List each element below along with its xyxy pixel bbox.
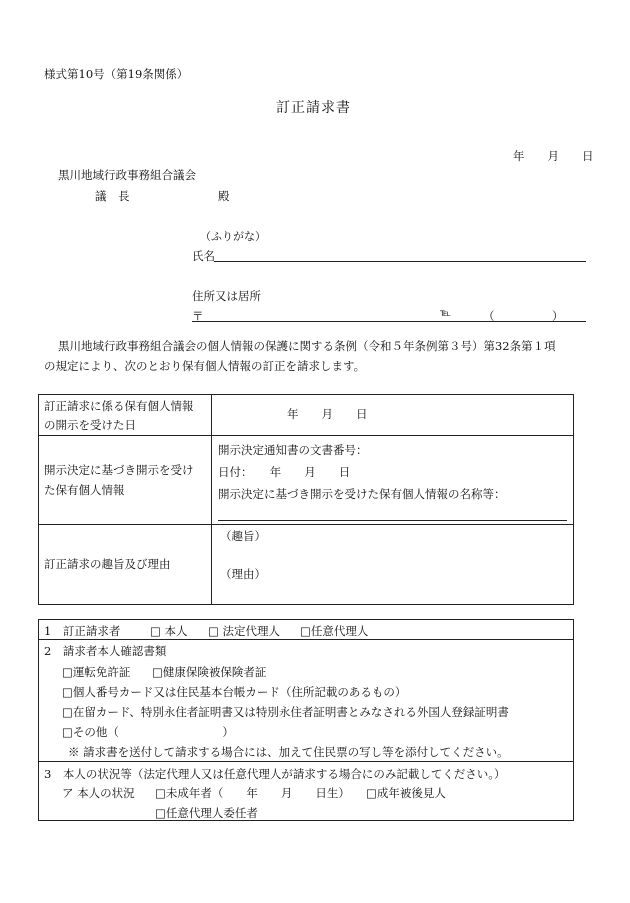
- checkbox-adult-ward[interactable]: □成年被後見人: [366, 786, 446, 800]
- checkbox-self[interactable]: □ 本人: [150, 624, 188, 638]
- addressee-title: 議 長: [95, 189, 130, 203]
- tel-parens: （ ）: [483, 309, 564, 323]
- intro-line-2: の規定により、次のとおり保有個人情報の訂正を請求します。: [44, 359, 366, 373]
- checkbox-mynumber-card[interactable]: □個人番号カード又は住民基本台帳カード（住所記載のあるもの）: [62, 685, 407, 699]
- checkbox-drivers-license[interactable]: □運転免許証: [62, 665, 131, 679]
- row1-date-value[interactable]: 年 月 日: [287, 407, 368, 421]
- table2-row-divider-1: [38, 639, 574, 640]
- document-title: 訂正請求書: [276, 100, 351, 116]
- table2-row-divider-2: [38, 761, 574, 762]
- row2-date[interactable]: 日付： 年 月 日: [218, 465, 351, 479]
- table1-row-divider-2: [38, 524, 574, 525]
- row2-label-line1: 開示決定に基づき開示を受け: [44, 463, 194, 477]
- address-input-line[interactable]: [192, 321, 586, 322]
- intro-line-1: 黒川地域行政事務組合議会の個人情報の保護に関する条例（令和５年条例第３号）第32条第１項: [58, 339, 556, 353]
- row1-label-line1: 訂正請求に係る保有個人情報: [44, 399, 194, 413]
- section1-label: 1 訂正請求者: [44, 624, 121, 638]
- name-label: 氏名: [192, 249, 215, 263]
- furigana-label: （ふりがな）: [200, 230, 266, 243]
- row2-info-name[interactable]: 開示決定に基づき開示を受けた保有個人情報の名称等：: [218, 487, 506, 501]
- date-line: 年 月 日: [513, 149, 594, 163]
- row3-purpose[interactable]: （趣旨）: [220, 529, 266, 543]
- checkbox-residence-card[interactable]: □在留カード、特別永住者証明書又は特別永住者証明書とみなされる外国人登録証明書: [62, 705, 509, 719]
- mailing-note: ※ 請求書を送付して請求する場合には、加えて住民票の写し等を添付してください。: [68, 745, 509, 759]
- section3-label: 3 本人の状況等（法定代理人又は任意代理人が請求する場合にのみ記載してください。）: [44, 767, 506, 781]
- row3-label: 訂正請求の趣旨及び理由: [44, 557, 171, 571]
- postal-mark: 〒: [192, 309, 204, 323]
- checkbox-delegator[interactable]: □任意代理人委任者: [155, 806, 258, 820]
- row2-label-line2: た保有個人情報: [44, 483, 125, 497]
- address-label: 住所又は居所: [192, 289, 261, 303]
- form-number: 様式第10号（第19条関係）: [44, 67, 189, 81]
- row2-input-line[interactable]: [218, 520, 567, 521]
- row3-reason[interactable]: （理由）: [220, 567, 266, 581]
- addressee-suffix: 殿: [218, 189, 230, 203]
- row1-label-line2: の開示を受けた日: [44, 418, 136, 432]
- table1-row-divider-1: [38, 435, 574, 436]
- row2-notice-number[interactable]: 開示決定通知書の文書番号：: [218, 443, 368, 457]
- checkbox-health-insurance[interactable]: □健康保険被保険者証: [152, 665, 267, 679]
- checkbox-minor[interactable]: □未成年者（ 年 月 日生）: [155, 786, 350, 800]
- table1-column-divider: [211, 394, 212, 605]
- addressee-org: 黒川地域行政事務組合議会: [58, 168, 196, 182]
- name-input-line[interactable]: [214, 261, 586, 262]
- checkbox-other[interactable]: □その他（ ）: [62, 725, 234, 739]
- checkbox-legal-agent[interactable]: □ 法定代理人: [208, 624, 281, 638]
- checkbox-voluntary-agent[interactable]: □任意代理人: [300, 624, 369, 638]
- principal-status-label: ア 本人の状況: [62, 786, 135, 800]
- tel-mark: ℡: [440, 308, 451, 319]
- section2-label: 2 請求者本人確認書類: [44, 644, 167, 658]
